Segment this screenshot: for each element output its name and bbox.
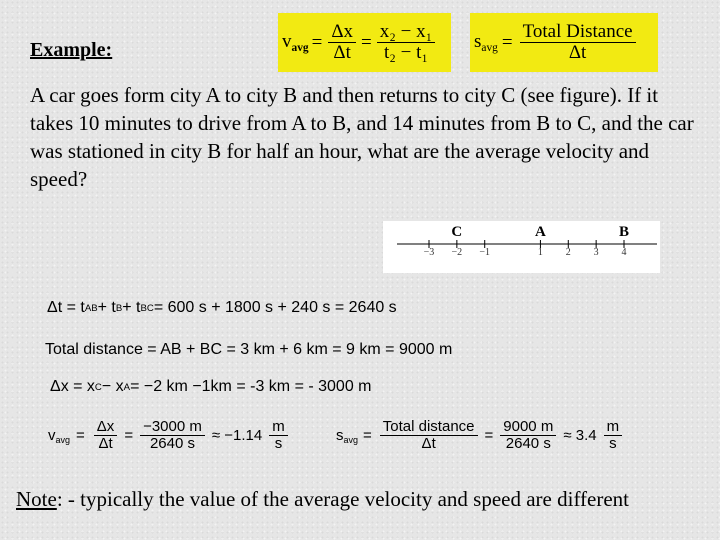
average-velocity-result: $v_{avg}$ = $\frac{\Delta x}{\Delta t}$ = $\frac{-3000 m}{2640 s}$ ≈ −1.14 $\frac{m}{s}$	[48, 419, 291, 452]
number-line-figure	[383, 221, 660, 273]
city-label-b: B	[618, 224, 630, 240]
tick-label: 2	[565, 247, 571, 258]
speed-formula-box: $s_{avg}$ = $\frac{\text{Total Distance}}{\Delta t}$	[470, 13, 658, 72]
city-label-a: A	[535, 224, 546, 240]
delta-x-over-delta-t: $\frac{\Delta x}{\Delta t}$	[328, 22, 356, 64]
city-label-c: C	[451, 224, 463, 240]
problem-statement: A car goes form city A to city B and then returns to city C (see figure). If it takes 10 minutes to drive from A to B, and 14 minutes from B to C, and the car was stationed in city B for half an hour, what are the average velocity and speed?	[30, 83, 694, 191]
tick-label: 3	[593, 247, 599, 258]
number-line-svg	[383, 221, 660, 273]
note-text	[16, 487, 629, 512]
tick-label: −3	[423, 247, 435, 258]
note-label: Note	[16, 487, 57, 511]
vavg-symbol: $v_{avg}$	[282, 31, 309, 54]
total-distance-equation: Total distance = AB + BC = 3 km + 6 km = 9 km = 9000 m	[45, 341, 453, 358]
displacement-over-interval: $\frac{\text{x₂ − x₁}}{\text{t₂ − t₁}}$	[377, 22, 435, 64]
delta-x-equation: Δx = x C − x A = −2 km −1km = -3 km = - 3000 m	[50, 378, 372, 395]
tick-label: 4	[621, 247, 627, 258]
tick-label: 1	[537, 247, 543, 258]
tick-label: −1	[479, 247, 491, 258]
total-distance-over-delta-t: $\frac{\text{Total Distance}}{\Delta t}$	[520, 22, 636, 64]
average-speed-result: $s_{avg}$ = $\frac{\text{Total distance}}{\Delta t}$ = $\frac{9000 m}{2640 s}$ ≈ 3.4 $\frac{m}{s}$	[336, 419, 625, 452]
velocity-formula-box: $v_{avg}$ = $\frac{\Delta x}{\Delta t}$ = $\frac{\text{x₂ − x₁}}{\text{t₂ − t₁}}$	[278, 13, 451, 72]
savg-symbol: $s_{avg}$	[474, 31, 498, 54]
note-body: : - typically the value of the average velocity and speed are different	[56, 487, 630, 511]
delta-t-equation: Δt = t AB + t B + t BC = 600 s + 1800 s + 240 s = 2640 s	[47, 299, 397, 316]
example-heading: Example:	[30, 39, 113, 61]
tick-label: −2	[451, 247, 463, 258]
